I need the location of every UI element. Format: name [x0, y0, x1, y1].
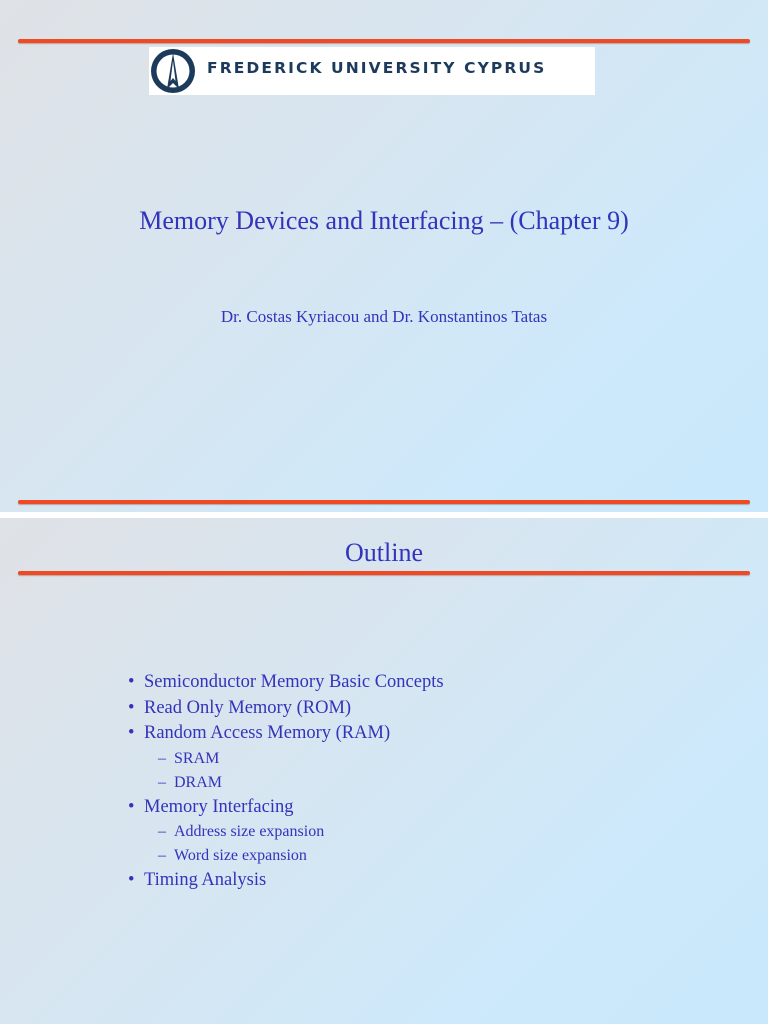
sub-list-item: – DRAM [128, 771, 444, 795]
outline-list [128, 670, 444, 894]
outline-divider [18, 571, 750, 575]
sub-list-item: – SRAM [128, 747, 444, 771]
list-item: • Semiconductor Memory Basic Concepts [128, 670, 444, 696]
list-item: • Memory Interfacing [128, 795, 444, 821]
list-item: • Timing Analysis [128, 868, 444, 894]
authors: Dr. Costas Kyriacou and Dr. Konstantinos Tatas [220, 307, 548, 326]
list-item: • Random Access Memory (RAM) [128, 721, 444, 747]
university-crest-icon [149, 47, 197, 95]
outline-title: Outline [345, 538, 423, 567]
list-item: • Read Only Memory (ROM) [128, 696, 444, 722]
presentation-title: Memory Devices and Interfacing – (Chapter 9) [139, 206, 629, 235]
sub-list-item: – Word size expansion [128, 844, 444, 868]
university-name: FREDERICK UNIVERSITY CYPRUS [207, 59, 547, 77]
top-divider [18, 39, 750, 43]
bottom-divider [18, 500, 750, 504]
slide-outline [0, 518, 768, 1024]
university-logo [149, 47, 595, 95]
sub-list-item: – Address size expansion [128, 820, 444, 844]
